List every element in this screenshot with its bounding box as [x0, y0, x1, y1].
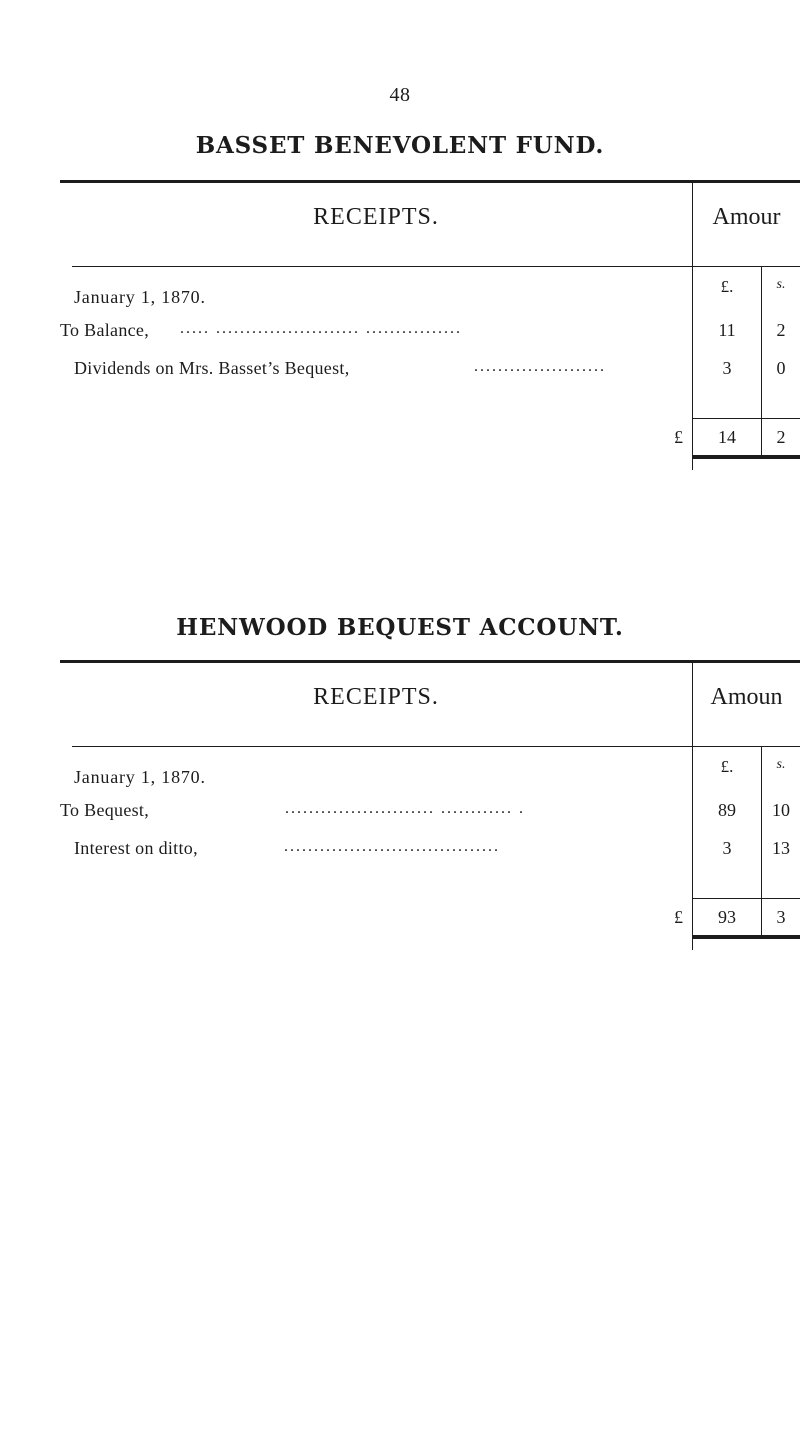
receipts-header: RECEIPTS. — [313, 684, 439, 710]
shillings-value: 2 — [776, 320, 786, 340]
double-rule — [693, 935, 800, 939]
table-row — [60, 838, 800, 866]
receipts-header-rule — [72, 266, 692, 267]
total-shillings: 2 — [776, 427, 786, 447]
pounds-value: 3 — [722, 838, 732, 858]
pounds-value: 3 — [722, 358, 732, 378]
shillings-value: 10 — [772, 800, 790, 820]
page-number: 48 — [389, 84, 411, 106]
receipts-header-rule — [72, 746, 692, 747]
table-top-rule — [60, 180, 800, 183]
sum-rule — [693, 898, 800, 899]
section-title-basset: BASSET BENEVOLENT FUND. — [195, 132, 605, 159]
sum-rule — [693, 418, 800, 419]
double-rule — [693, 455, 800, 459]
dot-leader: .................................... — [284, 838, 500, 855]
table-top-rule — [60, 660, 800, 663]
receipts-header: RECEIPTS. — [313, 204, 439, 230]
henwood-account-table — [60, 660, 800, 950]
row-label: Interest on ditto, — [74, 838, 198, 858]
table-row — [60, 358, 800, 386]
total-shillings: 3 — [776, 907, 786, 927]
dot-leader: ...................... — [474, 358, 606, 375]
pounds-value: 11 — [718, 320, 736, 340]
total-currency: £ — [674, 427, 683, 447]
total-pounds: 93 — [718, 907, 736, 927]
row-label: To Balance, — [60, 320, 150, 340]
shillings-value: 0 — [776, 358, 786, 378]
shillings-value: 13 — [772, 838, 790, 858]
entry-date: January 1, 1870. — [74, 287, 206, 307]
basset-account-table — [60, 180, 800, 470]
table-row — [60, 800, 800, 828]
pounds-unit: £. — [720, 757, 734, 776]
amount-header: Amoun — [710, 684, 783, 710]
dot-leader: ..... ........................ ................ — [180, 320, 462, 337]
pounds-value: 89 — [718, 800, 736, 820]
row-label: Dividends on Mrs. Basset’s Bequest, — [74, 358, 350, 378]
row-label: To Bequest, — [60, 800, 150, 820]
amount-header-rule — [693, 266, 800, 267]
dot-leader: ......................... ............ . — [285, 800, 525, 817]
section-title-henwood: HENWOOD BEQUEST ACCOUNT. — [176, 614, 624, 641]
shillings-unit: s. — [776, 757, 786, 772]
amount-header-rule — [693, 746, 800, 747]
pounds-unit: £. — [720, 277, 734, 296]
total-pounds: 14 — [718, 427, 736, 447]
amount-header: Amour — [712, 204, 781, 230]
table-row — [60, 320, 800, 348]
shillings-unit: s. — [776, 277, 786, 292]
entry-date: January 1, 1870. — [74, 767, 206, 787]
total-currency: £ — [674, 907, 683, 927]
